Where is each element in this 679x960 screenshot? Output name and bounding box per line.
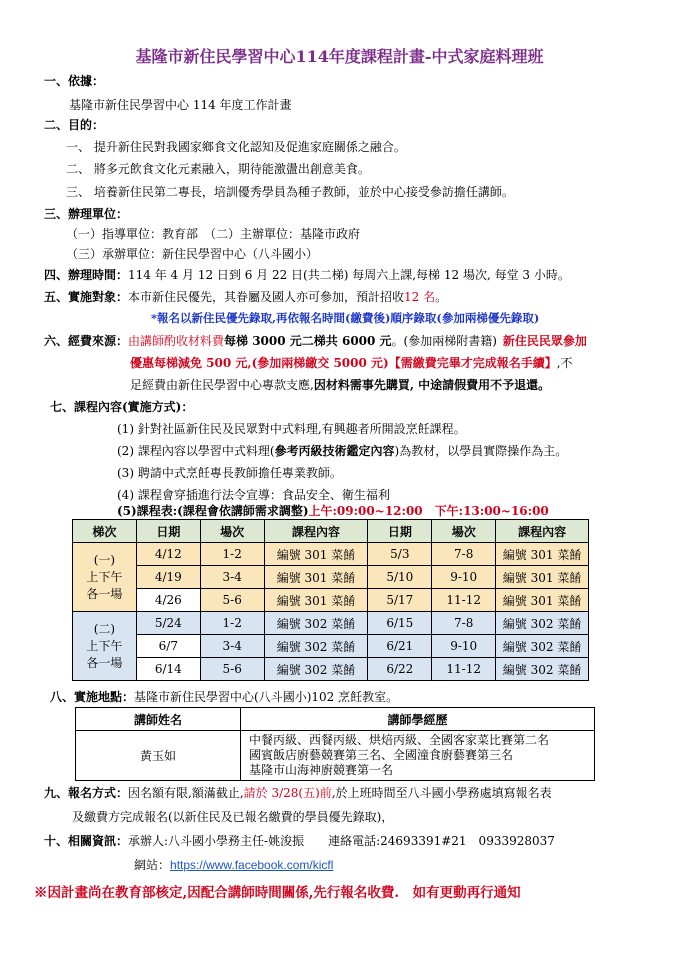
date-cell: 6/7 [136, 635, 200, 658]
date-cell: 6/22 [368, 658, 432, 681]
section-8-heading: 八、實施地點： [50, 690, 135, 704]
section-8-line [50, 688, 398, 705]
section-5-line [44, 288, 447, 305]
fee-amount: 每梯 3000 元二梯共 6000 元 [224, 334, 392, 348]
section-6-heading: 六、經費來源： [44, 334, 129, 348]
signup-a: 因名額有限,額滿截止, [128, 786, 244, 800]
signup-c: ,於上班時間至八斗國小學務處填寫報名表 [331, 786, 552, 800]
col-header: 日期 [368, 520, 432, 543]
section-1-heading: 一、依據： [44, 74, 105, 88]
date-cell: 4/12 [136, 543, 200, 566]
date-cell: 5/17 [368, 589, 432, 612]
content-cell: 編號 301 菜餚 [264, 589, 368, 612]
date-cell: 5/3 [368, 543, 432, 566]
section-6-line-3 [130, 376, 550, 393]
section-5-heading: 五、實施對象： [44, 290, 129, 304]
fee-discount: 優惠每梯減免 500 元,(參加兩梯繳交 5000 元) [130, 356, 389, 370]
fee-cont: ,不 [556, 356, 573, 370]
content-cell: 編號 301 菜餚 [264, 566, 368, 589]
content-cell: 編號 302 菜餚 [264, 658, 368, 681]
schedule-label-line [117, 502, 549, 519]
schedule-period: 114 年 4 月 12 日到 6 月 22 日(共二梯) 每周六上課,每梯 12 場次, 每堂 3 小時。 [128, 268, 570, 282]
col-header: 場次 [200, 520, 264, 543]
schedule-header-row [73, 520, 589, 543]
content-cell: 編號 301 菜餚 [496, 566, 589, 589]
table-row [73, 635, 589, 658]
fee-refund-policy: 因材料需事先購買, 中途請假費用不予退還。 [313, 378, 551, 392]
session-cell: 11-12 [432, 589, 496, 612]
section-9-line-1 [44, 784, 552, 801]
section-10-heading: 十、相關資訊： [44, 834, 129, 848]
session-cell: 5-6 [200, 589, 264, 612]
qual-line: 國賓飯店廚藝競賽第三名、全國潼食廚藝賽第三名 [249, 748, 514, 762]
footer-notice: ※因計畫尚在教育部核定,因配合講師時間關係,先行報名收費. 如有更動再行通知 [34, 885, 521, 901]
instructor-quals-header: 講師學經歷 [241, 708, 595, 731]
instructor-name-header: 講師姓名 [76, 708, 241, 731]
date-cell: 5/10 [368, 566, 432, 589]
fee-books: 。(參加兩梯附書籍) [391, 334, 497, 348]
content-cell: 編號 302 菜餚 [264, 635, 368, 658]
session-cell: 5-6 [200, 658, 264, 681]
purpose-item-2: 二、 將多元飲食文化元素融入，期待能激盪出創意美食。 [66, 162, 370, 176]
website-line [134, 856, 333, 873]
col-header: 課程內容 [496, 520, 589, 543]
section-4-heading: 四、辦理時間： [44, 268, 129, 282]
date-cell: 4/26 [136, 589, 200, 612]
session-cell: 1-2 [200, 612, 264, 635]
qual-line: 基隆市山海神廚競賽第一名 [249, 763, 394, 777]
session-cell: 1-2 [200, 543, 264, 566]
content-item-1: (1) 針對社區新住民及民眾對中式料理,有興趣者所開設烹飪課程。 [117, 422, 466, 436]
instructor-quals [241, 731, 595, 781]
instructor-name: 黃玉如 [76, 731, 241, 781]
table-row [73, 589, 589, 612]
organizer-line-2: （三）承辦單位：新住民學習中心（八斗國小） [66, 247, 319, 261]
schedule-times: 上午:09:00~12:00 下午:13:00~16:00 [308, 504, 549, 518]
section-2-heading: 二、目的： [44, 118, 105, 132]
section-3-heading: 三、辦理單位： [44, 207, 129, 221]
session-cell: 9-10 [432, 635, 496, 658]
schedule-table [72, 519, 589, 681]
content-cell: 編號 302 菜餚 [264, 612, 368, 635]
col-header: 場次 [432, 520, 496, 543]
fee-notice: 【需繳費完畢才完成報名手續】 [388, 356, 557, 370]
session-cell: 3-4 [200, 566, 264, 589]
section-9-heading: 九、報名方式： [44, 786, 129, 800]
instructor-header-row [76, 708, 595, 731]
website-label: 網站： [134, 858, 171, 872]
session-cell: 7-8 [432, 543, 496, 566]
date-cell: 6/21 [368, 635, 432, 658]
section-10-line [44, 832, 555, 849]
group-1-label: (一) 上下午 各一場 [73, 543, 137, 612]
contact-text: 承辦人:八斗國小學務主任-姚浚振 連絡電話:24693391#21 0933928037 [128, 834, 555, 848]
content-cell: 編號 302 菜餚 [496, 635, 589, 658]
fee-source: 由講師酌收材料費 [128, 334, 225, 348]
session-cell: 7-8 [432, 612, 496, 635]
fee-support: 足經費由新住民學習中心專款支應, [130, 378, 314, 392]
content-cell: 編號 301 菜餚 [496, 543, 589, 566]
session-cell: 3-4 [200, 635, 264, 658]
date-cell: 5/24 [136, 612, 200, 635]
content-cell: 編號 302 菜餚 [496, 658, 589, 681]
col-header: 梯次 [73, 520, 137, 543]
session-cell: 9-10 [432, 566, 496, 589]
fee-discount-label: 新住民民眾參加 [502, 334, 587, 348]
content-item-4: (4) 課程會穿插進行法令宣導：食品安全、衛生福利 [117, 488, 390, 502]
qual-line: 中餐丙級、西餐丙級、烘焙丙級、全國客家菜比賽第二名 [249, 733, 550, 747]
date-cell: 6/14 [136, 658, 200, 681]
enrollment-count: 12 名 [404, 290, 436, 304]
content-item-2-a: (2) 課程內容以學習中式料理( [117, 444, 275, 458]
col-header: 日期 [136, 520, 200, 543]
table-row [73, 612, 589, 635]
content-cell: 編號 301 菜餚 [496, 589, 589, 612]
content-item-2-b: 參考丙級技術鑑定內容 [274, 444, 395, 458]
purpose-item-3: 三、 培養新住民第二專長，培訓優秀學員為種子教師，並於中心接受參訪擔任講師。 [66, 185, 514, 199]
group-2-label: (二) 上下午 各一場 [73, 612, 137, 681]
venue-text: 基隆市新住民學習中心(八斗國小)102 烹飪教室。 [134, 690, 399, 704]
instructor-row [76, 731, 595, 781]
purpose-item-1: 一、 提升新住民對我國家鄉食文化認知及促進家庭關係之融合。 [66, 140, 406, 154]
enrollment-note: *報名以新住民優先錄取,再依報名時間(繳費後)順序錄取(參加兩梯優先錄取) [151, 311, 540, 325]
section-1-text: 基隆市新住民學習中心 114 年度工作計畫 [69, 98, 292, 112]
organizer-line-1: （一）指導單位：教育部 （二）主辦單位：基隆市政府 [66, 227, 361, 241]
section-4-line [44, 266, 570, 283]
date-cell: 4/19 [136, 566, 200, 589]
section-7-heading: 七、課程內容(實施方式)： [50, 400, 194, 414]
content-cell: 編號 301 菜餚 [264, 543, 368, 566]
section-6-line-2 [130, 354, 573, 371]
page-title: 基隆市新住民學習中心114年度課程計畫-中式家庭料理班 [135, 47, 544, 66]
content-item-2 [117, 442, 567, 459]
content-item-2-c: )為教材，以學員實際操作為主。 [394, 444, 568, 458]
content-item-3: (3) 聘請中式烹飪專長教師擔任專業教師。 [117, 466, 342, 480]
table-row [73, 543, 589, 566]
instructor-table [75, 707, 595, 781]
content-cell: 編號 302 菜餚 [496, 612, 589, 635]
section-6-line-1 [44, 332, 587, 349]
target-text: 本市新住民優先，其眷屬及國人亦可參加，預計招收 [128, 290, 405, 304]
website-link[interactable]: https://www.facebook.com/kicfl [170, 858, 334, 872]
schedule-label: (5)課程表:(課程會依講師需求調整) [117, 504, 309, 518]
signup-line-2: 及繳費方完成報名(以新住民及已報名繳費的學員優先錄取)， [72, 810, 394, 824]
target-text-end: 。 [435, 290, 448, 304]
date-cell: 6/15 [368, 612, 432, 635]
session-cell: 11-12 [432, 658, 496, 681]
table-row [73, 566, 589, 589]
signup-deadline: 請於 3/28(五)前 [243, 786, 332, 800]
col-header: 課程內容 [264, 520, 368, 543]
table-row [73, 658, 589, 681]
